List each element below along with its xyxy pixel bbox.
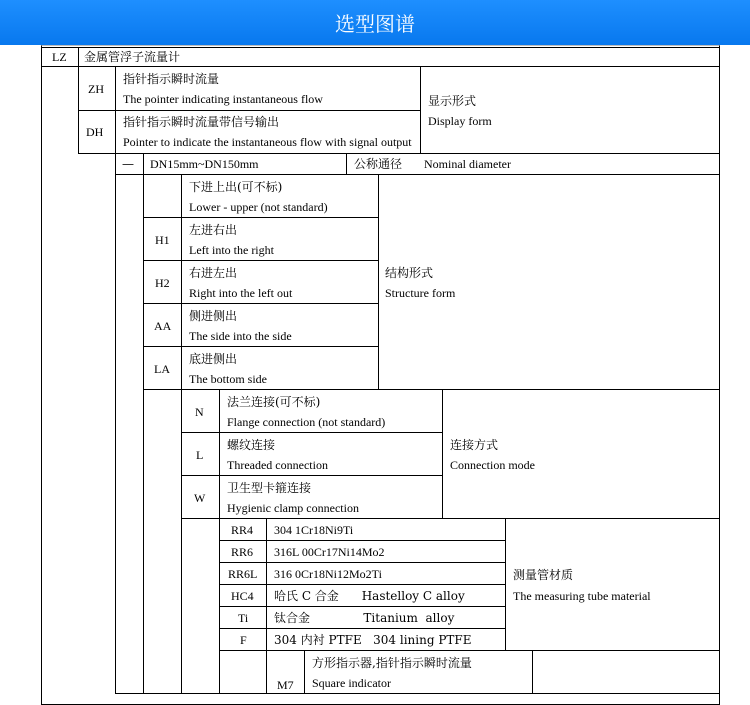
structure-code: LA bbox=[154, 362, 170, 376]
structure-code: AA bbox=[154, 319, 172, 333]
structure-code-cell bbox=[143, 174, 182, 218]
structure-item-zh: 侧进侧出 bbox=[189, 309, 238, 323]
indicator-left-col bbox=[219, 650, 267, 694]
connection-item-zh: 法兰连接(可不标) bbox=[227, 395, 321, 409]
root-label: 金属管浮子流量计 bbox=[84, 50, 181, 64]
display-label-en: Display form bbox=[428, 114, 492, 128]
indicator-item-zh: 方形指示器,指针指示瞬时流量 bbox=[312, 656, 472, 670]
display-item-en: Pointer to indicate the instantaneous flow with signal output bbox=[123, 135, 412, 149]
connection-code: L bbox=[196, 448, 204, 462]
display-code-dh: DH bbox=[86, 125, 104, 139]
structure-item-en: Right into the left out bbox=[189, 286, 293, 300]
structure-item-en: The bottom side bbox=[189, 372, 267, 386]
diameter-code: — bbox=[122, 157, 134, 171]
structure-label-zh: 结构形式 bbox=[385, 266, 434, 280]
material-code: Ti bbox=[238, 611, 249, 625]
display-item-zh: 指针指示瞬时流量 bbox=[123, 72, 220, 86]
material-item: 钛合金 Titanium alloy bbox=[274, 611, 455, 625]
connection-label-cell bbox=[442, 389, 720, 519]
structure-code: H2 bbox=[155, 276, 170, 290]
display-item-zh: 指针指示瞬时流量带信号输出 bbox=[123, 115, 280, 129]
material-item: 哈氏 C 合金 Hastelloy C alloy bbox=[274, 589, 465, 603]
connection-label-en: Connection mode bbox=[450, 458, 535, 472]
material-item: 316L 00Cr17Ni14Mo2 bbox=[274, 545, 385, 559]
display-divider bbox=[78, 110, 116, 111]
material-label-cell bbox=[505, 518, 720, 651]
connection-code: W bbox=[194, 491, 206, 505]
connection-label-zh: 连接方式 bbox=[450, 438, 499, 452]
display-item-en: The pointer indicating instantaneous flow bbox=[123, 92, 323, 106]
indicator-right-cell bbox=[532, 650, 720, 694]
structure-left-col bbox=[115, 174, 144, 694]
display-code-zh: ZH bbox=[88, 82, 104, 96]
structure-item-en: Left into the right bbox=[189, 243, 274, 257]
structure-label-en: Structure form bbox=[385, 286, 456, 300]
connection-code: N bbox=[195, 405, 204, 419]
indicator-code: M7 bbox=[277, 678, 294, 692]
connection-item-zh: 螺纹连接 bbox=[227, 438, 276, 452]
material-code: RR4 bbox=[231, 523, 254, 537]
material-item: 316 0Cr18Ni12Mo2Ti bbox=[274, 567, 382, 581]
material-code: RR6L bbox=[228, 567, 258, 581]
structure-code: H1 bbox=[155, 233, 170, 247]
diameter-label-cell bbox=[346, 153, 720, 175]
diameter-label-en: Nominal diameter bbox=[424, 157, 511, 171]
material-code: RR6 bbox=[231, 545, 254, 559]
material-code: F bbox=[240, 633, 247, 647]
connection-item-en: Hygienic clamp connection bbox=[227, 501, 359, 515]
display-label-zh: 显示形式 bbox=[428, 94, 477, 108]
material-item: 304 1Cr18Ni9Ti bbox=[274, 523, 354, 537]
root-code: LZ bbox=[52, 50, 67, 64]
connection-item-zh: 卫生型卡箍连接 bbox=[227, 481, 312, 495]
banner-title: 选型图谱 bbox=[335, 12, 415, 36]
material-item: 304 内衬 PTFE 304 lining PTFE bbox=[274, 633, 472, 647]
connection-left-col bbox=[143, 389, 182, 694]
diameter-value: DN15mm~DN150mm bbox=[150, 157, 259, 171]
structure-label-cell bbox=[378, 174, 720, 390]
structure-item-en: The side into the side bbox=[189, 329, 292, 343]
structure-item-en: Lower - upper (not standard) bbox=[189, 200, 328, 214]
structure-item-zh: 下进上出(可不标) bbox=[189, 180, 283, 194]
indicator-item-en: Square indicator bbox=[312, 676, 391, 690]
connection-item-en: Threaded connection bbox=[227, 458, 328, 472]
material-left-col bbox=[181, 518, 220, 694]
structure-item-zh: 左进右出 bbox=[189, 223, 238, 237]
page-banner bbox=[0, 0, 750, 45]
material-code: HC4 bbox=[231, 589, 254, 603]
material-label-zh: 测量管材质 bbox=[513, 568, 574, 582]
structure-item-zh: 右进左出 bbox=[189, 266, 238, 280]
structure-item-zh: 底进侧出 bbox=[189, 352, 238, 366]
connection-item-en: Flange connection (not standard) bbox=[227, 415, 386, 429]
diameter-label-zh: 公称通径 bbox=[354, 157, 403, 171]
material-label-en: The measuring tube material bbox=[513, 589, 651, 603]
display-label-cell bbox=[420, 66, 720, 154]
